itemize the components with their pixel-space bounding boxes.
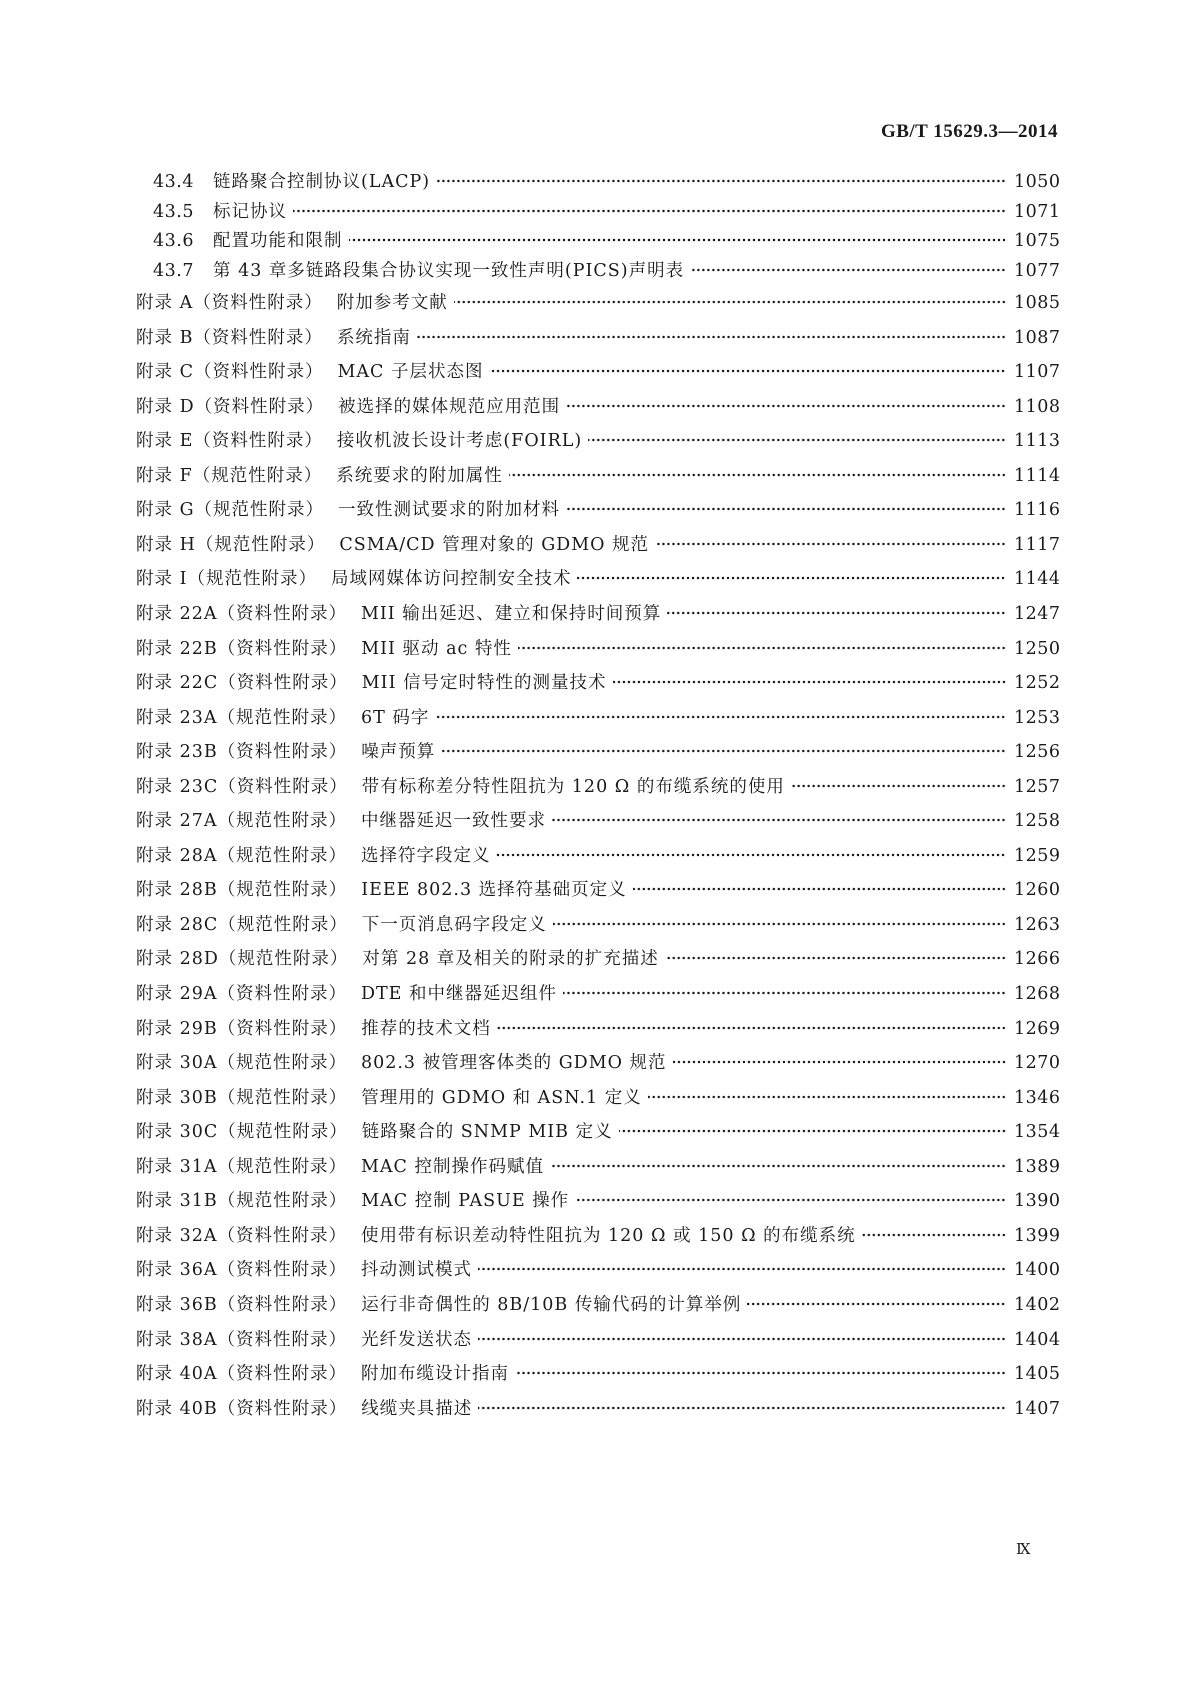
page-number: 1113 [1014, 431, 1061, 452]
toc-annex-entry[interactable] [136, 324, 1061, 352]
page-number: 1087 [1014, 327, 1061, 348]
annex-label: 附录 23A（规范性附录） [136, 707, 347, 728]
annex-label: 附录 F（规范性附录） [136, 465, 323, 486]
entry-title: MAC 子层状态图 [337, 362, 484, 383]
dot-leader [665, 956, 1006, 960]
toc-annex-entry[interactable] [136, 1153, 1061, 1181]
toc-annex-entry[interactable] [136, 1222, 1061, 1250]
page-number: 1268 [1014, 984, 1061, 1004]
annex-label: 附录 36B（资料性附录） [136, 1294, 348, 1315]
entry-title: 配置功能和限制 [213, 231, 343, 252]
dot-leader [552, 818, 1006, 822]
page-number: 1407 [1014, 1398, 1061, 1419]
page-number: 1253 [1014, 707, 1061, 728]
annex-label: 附录 30C（规范性附录） [136, 1122, 348, 1143]
page-number: 1250 [1014, 638, 1061, 659]
page-number: 1144 [1014, 569, 1061, 590]
toc-annex-entry[interactable] [136, 496, 1061, 524]
annex-label: 附录 38A（资料性附录） [136, 1329, 347, 1350]
entry-title: 中继器延迟一致性要求 [360, 811, 546, 832]
dot-leader [435, 715, 1006, 719]
annex-label: 附录 B（资料性附录） [136, 327, 323, 348]
dot-leader [690, 268, 1006, 272]
page-number: 1346 [1014, 1087, 1061, 1108]
toc-annex-entry[interactable] [136, 945, 1061, 973]
annex-label: 附录 28B（规范性附录） [136, 880, 348, 901]
entry-title: 带有标称差分特性阻抗为 120 Ω 的布缆系统的使用 [361, 776, 785, 797]
dot-leader [566, 507, 1006, 511]
annex-label: 附录 30B（规范性附录） [136, 1087, 348, 1108]
page-number: 1263 [1014, 914, 1061, 935]
dot-leader [478, 1337, 1006, 1341]
dot-leader [613, 680, 1006, 684]
page-number: 1390 [1014, 1191, 1061, 1212]
section-number: 43.4 [153, 172, 194, 192]
entry-title: CSMA/CD 管理对象的 GDMO 规范 [339, 534, 650, 555]
entry-title: 6T 码字 [360, 707, 430, 728]
entry-title: MII 信号定时特性的测量技术 [361, 673, 607, 694]
annex-label: 附录 32A（资料性附录） [136, 1225, 347, 1246]
annex-label: 附录 H（规范性附录） [136, 534, 326, 555]
dot-leader [497, 1026, 1006, 1030]
entry-title: 系统指南 [336, 327, 411, 348]
dot-leader [566, 404, 1006, 408]
entry-title: 被选择的媒体规范应用范围 [338, 396, 561, 417]
dot-leader [673, 1060, 1006, 1064]
page-number: 1402 [1014, 1294, 1061, 1315]
entry-title: 管理用的 GDMO 和 ASN.1 定义 [361, 1087, 642, 1108]
page-number: 1259 [1014, 845, 1061, 866]
page-number: 1257 [1014, 776, 1061, 797]
dot-leader [441, 749, 1006, 753]
annex-label: 附录 36A（资料性附录） [136, 1260, 347, 1281]
toc-annex-entry[interactable] [136, 807, 1061, 835]
annex-label: 附录 28A（规范性附录） [136, 845, 347, 866]
entry-title: 推荐的技术文档 [361, 1018, 491, 1039]
entry-title: 下一页消息码字段定义 [361, 914, 547, 935]
annex-label: 附录 E（资料性附录） [136, 431, 323, 452]
toc-annex-entry[interactable] [136, 1118, 1061, 1146]
toc-annex-entry[interactable] [136, 1395, 1061, 1423]
dot-leader [667, 611, 1006, 615]
annex-label: 附录 23C（资料性附录） [136, 776, 348, 797]
dot-leader [747, 1302, 1006, 1306]
dot-leader [417, 335, 1006, 339]
page-number: 1354 [1014, 1122, 1061, 1143]
entry-title: 802.3 被管理客体类的 GDMO 规范 [360, 1053, 667, 1074]
annex-label: 附录 A（资料性附录） [136, 293, 323, 313]
page-number: 1266 [1014, 949, 1061, 970]
annex-label: 附录 29B（资料性附录） [136, 1018, 348, 1039]
dot-leader [588, 438, 1006, 442]
entry-title: IEEE 802.3 选择符基础页定义 [361, 880, 627, 901]
toc-annex-entry[interactable] [136, 427, 1061, 455]
dot-leader [862, 1233, 1006, 1237]
toc-section-entry[interactable] [153, 168, 1061, 196]
toc-annex-entry[interactable] [136, 1187, 1061, 1215]
entry-title: MAC 控制操作码赋值 [360, 1156, 544, 1177]
entry-title: 局域网媒体访问控制安全技术 [330, 569, 572, 590]
entry-title: MII 驱动 ac 特性 [361, 638, 512, 659]
dot-leader [575, 1198, 1006, 1202]
annex-label: 附录 G（规范性附录） [136, 500, 325, 521]
toc-annex-entry[interactable] [136, 600, 1061, 628]
toc-annex-entry[interactable] [136, 704, 1061, 732]
dot-leader [518, 646, 1006, 650]
entry-title: 抖动测试模式 [360, 1260, 472, 1281]
annex-label: 附录 40A（资料性附录） [136, 1364, 347, 1385]
page-number: 1071 [1014, 201, 1061, 222]
entry-title: 链路聚合的 SNMP MIB 定义 [361, 1122, 613, 1143]
entry-title: 线缆夹具描述 [361, 1398, 473, 1419]
dot-leader [633, 887, 1006, 891]
annex-label: 附录 28D（规范性附录） [136, 949, 349, 970]
page-folio: Ⅸ [1016, 1542, 1031, 1558]
entry-title: 对第 28 章及相关的附录的扩充描述 [362, 949, 659, 970]
section-number: 43.7 [153, 260, 194, 281]
dot-leader [509, 473, 1006, 477]
toc-annex-entry[interactable] [136, 980, 1061, 1008]
page-number: 1117 [1014, 534, 1061, 555]
toc-section-entry[interactable] [153, 198, 1061, 226]
page-number: 1405 [1014, 1364, 1061, 1385]
annex-label: 附录 28C（规范性附录） [136, 914, 348, 935]
page-number: 1114 [1014, 465, 1061, 486]
entry-title: 链路聚合控制协议(LACP) [213, 172, 431, 192]
dot-leader [655, 542, 1006, 546]
annex-label: 附录 22A（资料性附录） [136, 603, 347, 624]
toc-annex-entry[interactable] [136, 773, 1061, 801]
entry-title: 接收机波长设计考虑(FOIRL) [336, 431, 583, 452]
entry-title: 运行非奇偶性的 8B/10B 传输代码的计算举例 [361, 1294, 742, 1315]
toc-annex-entry[interactable] [136, 1360, 1061, 1388]
entry-title: MAC 控制 PASUE 操作 [361, 1191, 570, 1212]
dot-leader [550, 1164, 1006, 1168]
page-number: 1077 [1014, 260, 1061, 281]
toc-annex-entry[interactable] [136, 738, 1061, 766]
page-number: 1085 [1014, 293, 1061, 313]
toc-annex-entry[interactable] [136, 1015, 1061, 1043]
entry-title: 光纤发送状态 [360, 1329, 472, 1350]
dot-leader [478, 1267, 1006, 1271]
dot-leader [648, 1095, 1006, 1099]
page-number: 1270 [1014, 1053, 1061, 1074]
entry-title: 噪声预算 [361, 742, 436, 763]
entry-title: 附加布缆设计指南 [360, 1364, 509, 1385]
annex-label: 附录 31B（规范性附录） [136, 1191, 348, 1212]
annex-label: 附录 29A（资料性附录） [136, 984, 347, 1004]
entry-title: 第 43 章多链路段集合协议实现一致性声明(PICS)声明表 [213, 260, 685, 281]
section-number: 43.6 [153, 231, 194, 252]
dot-leader [791, 784, 1006, 788]
dot-leader [489, 369, 1006, 373]
toc-annex-entry[interactable] [136, 911, 1061, 939]
toc-annex-entry[interactable] [136, 565, 1061, 593]
annex-label: 附录 23B（资料性附录） [136, 742, 348, 763]
page-number: 1260 [1014, 880, 1061, 901]
entry-title: 一致性测试要求的附加材料 [338, 500, 561, 521]
toc-annex-entry[interactable] [136, 842, 1061, 870]
dot-leader [619, 1129, 1006, 1133]
annex-label: 附录 31A（规范性附录） [136, 1156, 347, 1177]
page-number: 1107 [1014, 362, 1061, 383]
dot-leader [436, 179, 1006, 183]
annex-label: 附录 I（规范性附录） [136, 569, 317, 590]
entry-title: 系统要求的附加属性 [336, 465, 503, 486]
page-number: 1050 [1014, 172, 1061, 192]
toc-annex-entry[interactable] [136, 1291, 1061, 1319]
toc-annex-entry[interactable] [136, 1049, 1061, 1077]
toc-section-entry[interactable] [153, 227, 1061, 255]
page-number: 1389 [1014, 1156, 1061, 1177]
page-number: 1256 [1014, 742, 1061, 763]
entry-title: DTE 和中继器延迟组件 [360, 984, 558, 1004]
toc-section-entry[interactable] [153, 257, 1061, 285]
annex-label: 附录 30A（规范性附录） [136, 1053, 347, 1074]
page-number: 1258 [1014, 811, 1061, 832]
entry-title: 使用带有标识差动特性阻抗为 120 Ω 或 150 Ω 的布缆系统 [360, 1225, 856, 1246]
toc-annex-entry[interactable] [136, 1084, 1061, 1112]
toc-annex-entry[interactable] [136, 669, 1061, 697]
page-number: 1252 [1014, 673, 1061, 694]
toc-annex-entry[interactable] [136, 876, 1061, 904]
toc-annex-entry[interactable] [136, 393, 1061, 421]
dot-leader [577, 576, 1006, 580]
toc-annex-entry[interactable] [136, 635, 1061, 663]
section-number: 43.5 [153, 201, 194, 222]
dot-leader [349, 238, 1007, 242]
page-number: 1247 [1014, 603, 1061, 624]
page-number: 1108 [1014, 396, 1061, 417]
annex-label: 附录 22C（资料性附录） [136, 673, 348, 694]
page-number: 1075 [1014, 231, 1061, 252]
dot-leader [293, 209, 1006, 213]
page-number: 1116 [1014, 500, 1061, 521]
toc-annex-entry[interactable] [136, 531, 1061, 559]
toc-annex-entry[interactable] [136, 289, 1061, 317]
annex-label: 附录 D（资料性附录） [136, 396, 325, 417]
annex-label: 附录 22B（资料性附录） [136, 638, 348, 659]
page-number: 1400 [1014, 1260, 1061, 1281]
entry-title: 选择符字段定义 [360, 845, 491, 866]
toc-annex-entry[interactable] [136, 1256, 1061, 1284]
dot-leader [553, 922, 1006, 926]
entry-title: MII 输出延迟、建立和保持时间预算 [360, 603, 662, 624]
dot-leader [454, 300, 1006, 304]
page-number: 1399 [1014, 1225, 1061, 1246]
annex-label: 附录 27A（规范性附录） [136, 811, 347, 832]
toc-annex-entry[interactable] [136, 462, 1061, 490]
toc-annex-entry[interactable] [136, 1326, 1061, 1354]
annex-label: 附录 40B（资料性附录） [136, 1398, 348, 1419]
dot-leader [496, 853, 1006, 857]
page-number: 1269 [1014, 1018, 1061, 1039]
entry-title: 附加参考文献 [336, 293, 448, 313]
entry-title: 标记协议 [213, 201, 287, 222]
toc-annex-entry[interactable] [136, 358, 1061, 386]
page-number: 1404 [1014, 1329, 1061, 1350]
dot-leader [563, 991, 1006, 995]
dot-leader [478, 1406, 1006, 1410]
dot-leader [515, 1371, 1006, 1375]
document-number: GB/T 15629.3—2014 [880, 121, 1058, 142]
annex-label: 附录 C（资料性附录） [136, 362, 324, 383]
